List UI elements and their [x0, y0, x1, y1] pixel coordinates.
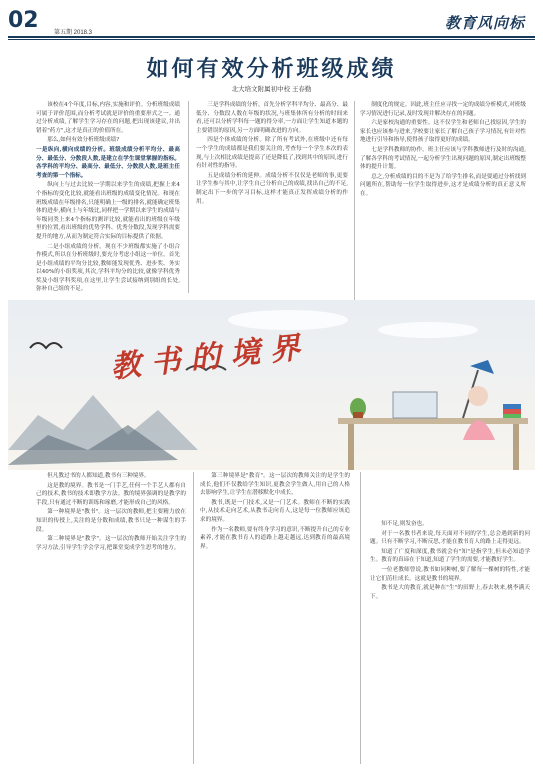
feature-column-1: [36, 472, 186, 764]
header-rule-thin: [8, 39, 535, 40]
page-number: 02: [8, 8, 39, 33]
feature-column-3: [370, 520, 530, 764]
paragraph: 六是家校沟通的重要性。这不仅学生和老师自己找原因,学生的家长也应该参与进来,学校要让家长了解自己孩子学习情况,有针对性地进行引导和指导,使得孩子取得更好的成绩。: [360, 120, 526, 144]
paragraph: 第二种境界是"教学"。这一层次的教师开始关注学生的学习方法,引导学生学会学习,把课堂变成学生思考的地方。: [36, 536, 186, 551]
book-icon: [503, 414, 521, 418]
column-divider: [360, 472, 361, 764]
article-byline: 北大培文附属初中校 王春勤: [231, 86, 312, 93]
header-rule: [8, 36, 535, 38]
paragraph: 三是学科成绩的分析。首先分析学科平均分、最高分、最低分、分数段人数在年级的状况,与班集体所有分析的时间来看,还可以分析学科每一题的得分率,一方面让学生知道本题的主要错误的原因,另一方面明确改进的方向。: [196, 102, 348, 134]
desk-shape: [338, 418, 528, 424]
paragraph: 一是纵向,横向成绩的分析。班级成绩分析平均分、最高分、最低分、分数段人数,是建立在学生课堂掌握的指标。各学科的平均分、最高分、最低分、分数段人数,是班主任考查的第一个指标。: [36, 146, 180, 179]
paragraph: 这是教的境界。教书是一门手艺,任何一个手艺人都有自己的技术,教书的技术即教学方法。教的境界强调的是教学的手段,只有通过不断的训练和琢磨,才能形成自己的风格。: [36, 482, 186, 506]
cloud-shape: [378, 322, 478, 338]
edition-date: 第五期 2018.3: [54, 30, 93, 36]
person-head: [468, 386, 488, 406]
paragraph: 一位老教师曾说,教书如同种树,要了解每一棵树的特性,才能让它们茁壮成长。这就是教书的境界。: [370, 566, 530, 582]
paragraph: 纵向上与过去比较一学期以来学生的成绩,把握上来4个指标的变化比较,就能看出班级的成绩变化情况。和现在班级成绩在年级排名,只能明确上一级的排名,就能确定班集体的进步,横向上与年级比,同样把一学期以来学生的成绩与年级同类上来4个指标的测评比较,就能看出的班级在年级里的位置,看出班级的优势学科、优秀分数段,发现学科需要提升的地方,从而为制定符合实际的目标提供了依据。: [36, 182, 180, 240]
book-icon: [503, 409, 521, 414]
paragraph: 知道了广度和深度,教书就会有"知"是指学生,但未必知道学生。教育的真谛在于知道,知道了学生的需要,才能教好学生。: [370, 548, 530, 564]
feature-title: 教书的境界: [109, 329, 312, 386]
article-column-1: [36, 101, 180, 293]
paragraph: 四是个体成绩的分析。除了所有考试外,在班级中还有每一个学生的成绩都是我们要关注的,考查每一个学生本次的表现,与上次相比成绩是提高了还是降低了,找到其中的原因,进行有针对性的指导。: [196, 137, 348, 170]
paragraph: 第一种境界是"教书"。这一层次的教师,把主要精力放在知识的传授上,关注的是分数和成绩,教书只是一种谋生的手段。: [36, 509, 186, 533]
paragraph: 作为一名教师,要有终身学习的意识,不断提升自己的专业素养,才能在教书育人的道路上越走越远,达到教育的最高境界。: [200, 526, 350, 550]
paragraph: 该校在4个年度,目标,内容,实施和评价。分析班级成绩可属于评价范围,而分析考试就是评价的重要形式之一。通过分析成绩,了解学生学习存在的问题,把出现该建议,并出错着"药方",这才是真正的价值所在。: [36, 102, 180, 134]
column-divider: [188, 101, 189, 293]
page-header: [0, 0, 543, 38]
book-icon: [503, 404, 521, 409]
laptop-icon: [393, 392, 437, 418]
column-divider: [193, 472, 194, 764]
paragraph: 七是学科教师的协作。班主任应该与学科教师进行及时的沟通,了解各学科的考试情况,一起分析学生出现问题的原因,制定出班级整体的提升计划。: [360, 146, 526, 171]
paragraph: 教书,既是一门技术,又是一门艺术。教师在不断的实践中,从技术走向艺术,从教书走向育人,这是每一位教师应该追求的境界。: [200, 499, 350, 523]
paragraph: 第三种境界是"教育"。这一层次的教师关注的是学生的成长,他们不仅教给学生知识,更教会学生做人,用自己的人格去影响学生,让学生在潜移默化中成长。: [200, 473, 350, 497]
desk-leg: [513, 424, 519, 470]
article-column-2: [196, 101, 348, 293]
paragraph: 教书是大的教育,就是种在"生"的田野上,春去秋来,桃李满天下。: [370, 585, 530, 600]
feature-column-2: [200, 472, 350, 764]
paragraph: 五是成绩分析的延伸。成绩分析不仅仅是老师的事,更要让学生参与其中,让学生自己分析自己的成绩,找出自己的不足,制定出下一步的学习目标,这样才能真正发挥成绩分析的作用。: [196, 172, 348, 205]
article-title: 如何有效分析班级成绩: [146, 56, 397, 82]
plant-pot: [353, 412, 363, 418]
paragraph: 制度化的规定。因此,班主任应寻找一定的成绩分析模式,对班级学习情况进行记录,及时发现并解决存在的问题。: [360, 102, 526, 117]
paragraph: 对于一名教书者来说,每天面对不同的学生,总会遇到新的问题。只有不断学习,不断反思,才能在教书育人的路上走得更远。: [370, 530, 530, 546]
paragraph: 那么,如何有效分析班级成绩?: [47, 137, 120, 144]
desk-leg: [348, 424, 354, 470]
masthead: 教育风向标: [444, 14, 525, 32]
paragraph: 二是小组成绩的分析。现在不少班级都实施了小组合作模式,所以在分析班级时,要充分考虑小组这一单位。首先是小组成绩的平均分比较,教师能发现优秀、进步奖、务实以40%的小组奖项,其次,学科平均分的比较,就像学科优秀奖及小组学科奖项,在这里,让学生尝试接纳到别组的长处,弥补自己组的不足。: [36, 243, 180, 293]
paragraph: 但凡教过书的人都知道,教书有三种境界。: [47, 473, 150, 479]
paragraph: 知不足,则发奋也。: [381, 521, 428, 527]
paragraph: 总之,分析成绩的目的不是为了给学生排名,而是要通过分析找到问题所在,帮助每一位学生取得进步,这才是成绩分析的真正意义所在。: [360, 173, 526, 197]
